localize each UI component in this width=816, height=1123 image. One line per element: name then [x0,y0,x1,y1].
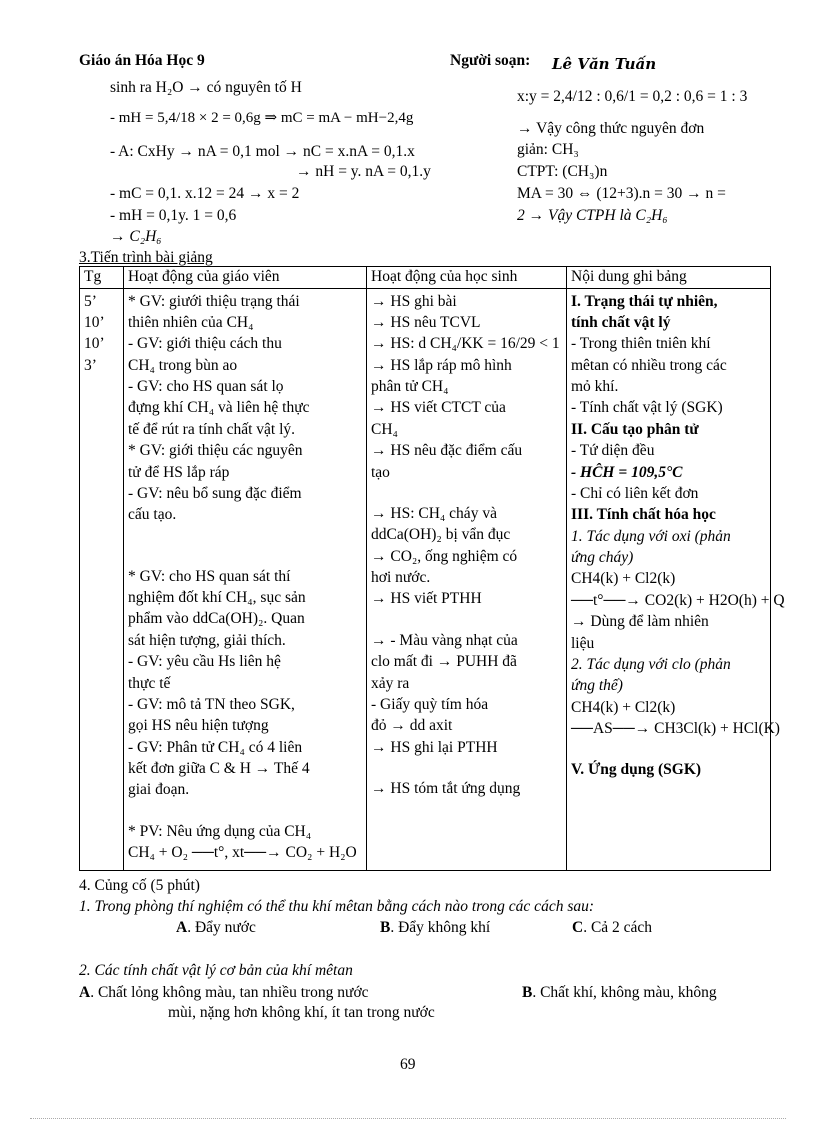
table-line: nghiệm đốt khí CH₄, sục sản [128,589,306,607]
q2-option-b[interactable] [522,984,717,1003]
table-line: kết đơn giữa C & H → Thế 4 [128,760,310,778]
intro-line: giản: CH₃ [517,141,579,158]
table-line: 3’ [84,356,97,374]
table-line: gọi HS nêu hiện tượng [128,717,269,735]
table-line: → HS nêu đặc điểm cấu [371,442,523,460]
q1-option-c[interactable] [572,919,652,938]
header-time: Tg [80,267,124,289]
table-header-row [80,267,771,289]
table-line [371,483,562,503]
table-line: → HS nêu TCVL [371,313,481,331]
header-teacher: Hoạt động của giáo viên [124,267,367,289]
table-line: thực tế [128,674,171,692]
author-name: Lê Văn Tuấn [552,55,657,73]
table-line: hơi nước. [371,569,431,587]
intro-ratio: x:y = 2,4/12 : 0,6/1 = 0,2 : 0,6 = 1 : 3 [517,88,748,105]
option-text: . Đẩy không khí [390,919,491,936]
teacher-cell [124,288,367,870]
option-text: . Chất lỏng không màu, tan nhiều trong nước [90,984,369,1001]
table-line: giai đoạn. [128,781,190,799]
page-number: 69 [400,1056,416,1073]
table-line: - GV: cho HS quan sát lọ [128,378,284,396]
table-line: CH4(k) + Cl2(k) [571,570,676,588]
table-line: * GV: cho HS quan sát thí [128,567,291,585]
option-key: B [522,984,533,1001]
review-title: 4. Củng cố (5 phút) [79,877,200,894]
table-line: III. Tính chất hóa học [571,506,716,524]
time-cell [80,288,124,870]
table-line: - GV: nêu bổ sung đặc điểm [128,484,302,502]
table-line: → HS viết CTCT của [371,399,506,417]
table-line [128,546,362,566]
table-line: II. Cấu tạo phân tử [571,420,699,438]
table-line: - GV: Phân tử CH₄ có 4 liên [128,738,303,756]
table-line: 1. Tác dụng với oxi (phản [571,527,731,545]
table-line: 10’ [84,313,105,331]
table-line: CH₄ [371,420,398,438]
table-line: cấu tạo. [128,506,177,524]
section-title: 3.Tiến trình bài giảng [79,249,213,266]
table-line: thiên nhiên của CH₄ [128,313,254,331]
table-line: → HS viết PTHH [371,590,482,608]
table-line: 2. Tác dụng với clo (phản [571,655,731,673]
table-line [371,610,562,630]
table-line: mỏ khí. [571,378,619,396]
author-label: Người soạn: [450,52,531,69]
table-line: ứng cháy) [571,549,634,567]
table-line [571,739,766,759]
table-line: → HS: d CH₄/KK = 16/29 < 1 [371,335,560,353]
table-line: xảy ra [371,674,410,692]
table-line: phân tử CH₄ [371,378,449,396]
header-student: Hoạt động của học sinh [367,267,567,289]
board-cell [567,288,785,870]
table-line: * GV: giưới thiệu trạng thái [128,292,300,310]
table-line: CH4(k) + Cl2(k) [571,698,676,716]
table-row [80,288,771,870]
table-line: V. Ứng dụng (SGK) [571,761,702,779]
table-line: → HS ghi bài [371,292,457,310]
table-line: mêtan có nhiều trong các [571,356,727,374]
table-line: → - Màu vàng nhạt của [371,631,518,649]
intro-line: - A: CxHy → nA = 0,1 mol → nC = x.nA = 0,1.x [110,143,415,160]
intro-line: 2 → Vậy CTPH là C₂H₆ [517,207,668,224]
table-line: - GV: giới thiệu cách thu [128,335,282,353]
table-line: CH₄ + O₂ ──t°, xt──→ CO₂ + H₂O [128,844,357,862]
intro-line: CTPT: (CH₃)n [517,163,608,180]
table-line: ──t°──→ CO2(k) + H2O(h) + Q [571,591,785,609]
table-line: phẩm vào ddCa(OH)₂. Quan [128,610,305,628]
table-line: đựng khí CH₄ và liên hệ thực [128,399,310,417]
question-1: 1. Trong phòng thí nghiệm có thể thu khí mêtan bằng cách nào trong các cách sau: [79,898,595,915]
table-line: - GV: mô tả TN theo SGK, [128,695,295,713]
table-line: tử để HS lắp ráp [128,463,230,481]
table-line: ──AS──→ CH3Cl(k) + HCl(K) [571,720,780,738]
intro-line: → nH = y. nA = 0,1.y [296,163,431,180]
option-text: . Đẩy nước [187,919,256,936]
intro-line: MA = 30 ⇔ (12+3).n = 30 → n = [517,185,726,202]
option-key: A [176,919,188,936]
table-line: clo mất đi → PUHH đã [371,653,517,671]
lesson-table [79,266,785,871]
table-line: - HĈH = 109,5°C [571,463,683,481]
table-line: * GV: giới thiệu các nguyên [128,442,303,460]
table-line: → Dùng để làm nhiên [571,613,709,631]
table-line: đỏ → dd axit [371,717,453,735]
table-line: 10’ [84,335,105,353]
table-line: → HS lắp ráp mô hình [371,356,512,374]
table-line: ddCa(OH)₂ bị vẩn đục [371,526,511,544]
option-text: . Cả 2 cách [583,919,653,936]
table-line: CH₄ trong bùn ao [128,356,238,374]
q1-option-a[interactable] [176,919,256,938]
header-board: Nội dung ghi bảng [567,267,771,289]
option-key: B [380,919,391,936]
intro-line: sinh ra H₂O → có nguyên tố H [110,79,302,96]
intro-line: → Vậy công thức nguyên đơn [517,120,705,137]
option-key: C [572,919,584,936]
table-line: - Chỉ có liên kết đơn [571,484,699,502]
table-line: → CO₂, ống nghiệm có [371,547,518,565]
intro-line: - mH = 0,1y. 1 = 0,6 [110,207,237,224]
table-line: - Tứ diện đều [571,442,655,460]
table-line: sát hiện tượng, giải thích. [128,631,286,649]
table-line [128,526,362,546]
table-line: → HS ghi lại PTHH [371,738,498,756]
question-2: 2. Các tính chất vật lý cơ bản của khí mêtan [79,962,353,979]
table-line: - Giấy quỳ tím hóa [371,695,489,713]
q1-option-b[interactable] [380,919,490,938]
q2-option-b-continued: mùi, nặng hơn không khí, ít tan trong nước [168,1004,435,1021]
intro-line: - mH = 5,4/18 × 2 = 0,6g ⇒ mC = mA − mH−2,4g [110,110,414,126]
table-line: - Trong thiên tniên khí [571,335,711,353]
table-line [371,758,562,778]
table-line [128,801,362,821]
table-line: ứng thế) [571,677,623,695]
table-line: tạo [371,463,390,481]
option-key: A [79,984,91,1001]
table-line: tính chất vật lý [571,313,671,331]
table-line: - Tính chất vật lý (SGK) [571,399,723,417]
table-line: * PV: Nêu ứng dụng của CH₄ [128,822,312,840]
option-text: . Chất khí, không màu, không [532,984,717,1001]
table-line: - GV: yêu cầu Hs liên hệ [128,653,281,671]
table-line: tế để rút ra tính chất vật lý. [128,420,295,438]
table-line: 5’ [84,292,97,310]
table-line: → HS: CH₄ cháy và [371,504,497,522]
document-title: Giáo án Hóa Học 9 [79,52,205,69]
table-line: → HS tóm tắt ứng dụng [371,780,521,798]
table-line: I. Trạng thái tự nhiên, [571,292,718,310]
footer-divider [30,1118,786,1119]
table-line: liệu [571,634,595,652]
intro-line: - mC = 0,1. x.12 = 24 → x = 2 [110,185,300,202]
q2-option-a[interactable] [79,984,369,1003]
intro-line: → C₂H₆ [110,228,162,245]
student-cell [367,288,567,870]
